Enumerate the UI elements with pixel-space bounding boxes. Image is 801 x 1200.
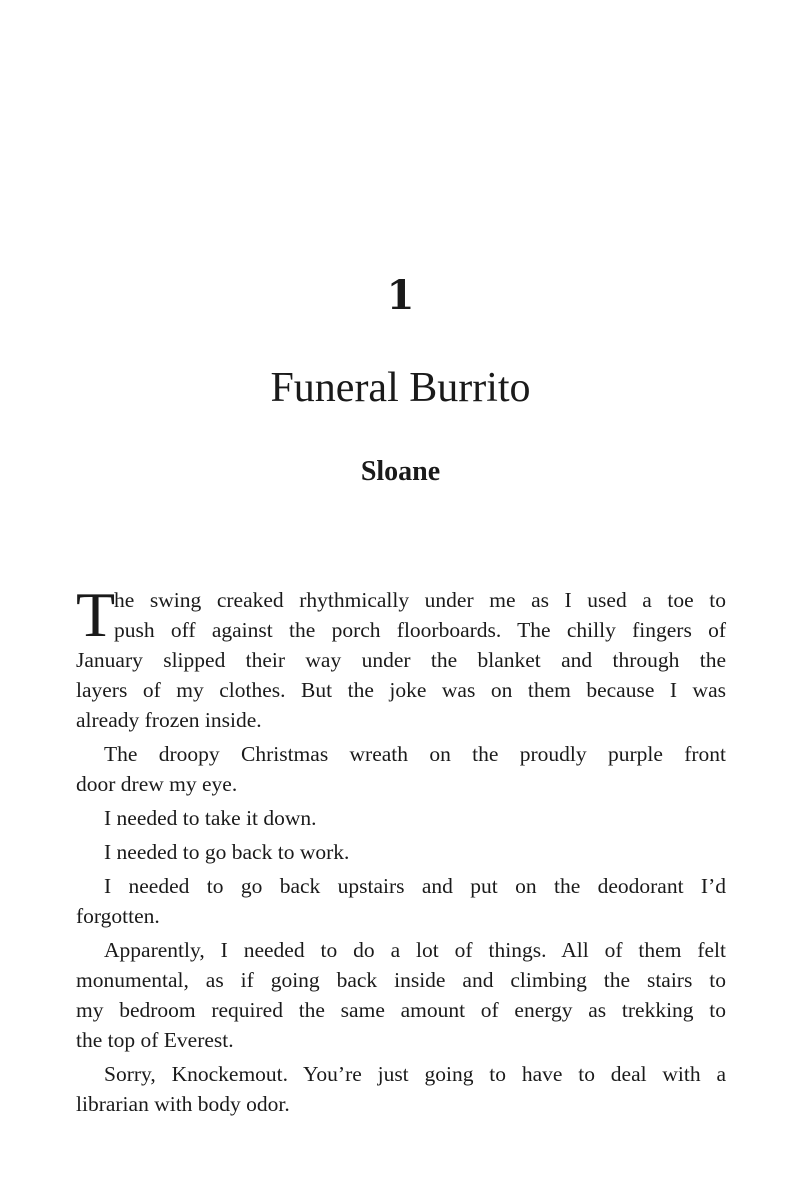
text-line: Sorry, Knockemout. You’re just going to have to deal with a	[104, 1062, 726, 1086]
text-line: push off against the porch floorboards. The chilly fingers of	[114, 618, 726, 642]
pov-character: Sloane	[360, 456, 441, 487]
text-line: Apparently, I needed to do a lot of things. All of them felt	[104, 938, 726, 962]
text-line: I needed to go back upstairs and put on the deodorant I’d	[104, 874, 726, 898]
paragraph	[76, 739, 726, 799]
paragraph	[76, 803, 726, 833]
text-line: already frozen inside.	[76, 708, 262, 732]
text-line: I needed to go back to work.	[104, 840, 350, 864]
text-line: The droopy Christmas wreath on the proudly purple front	[104, 742, 726, 766]
paragraph	[76, 1059, 726, 1119]
text-line: he swing creaked rhythmically under me as I used a toe to	[114, 588, 726, 612]
paragraph	[76, 935, 726, 1055]
text-line: January slipped their way under the blanket and through the	[76, 648, 726, 672]
paragraph	[76, 871, 726, 931]
text-line: forgotten.	[76, 904, 160, 928]
paragraph	[76, 837, 726, 867]
text-line: the top of Everest.	[76, 1028, 234, 1052]
text-line: librarian with body odor.	[76, 1092, 290, 1116]
text-line: my bedroom required the same amount of energy as trekking to	[76, 998, 726, 1022]
drop-cap: T	[76, 579, 116, 650]
text-line: layers of my clothes. But the joke was on them because I was	[76, 678, 726, 702]
chapter-title: Funeral Burrito	[270, 365, 531, 411]
text-line: monumental, as if going back inside and climbing the stairs to	[76, 968, 726, 992]
paragraph	[76, 579, 726, 735]
chapter-body	[76, 579, 726, 1123]
text-line: door drew my eye.	[76, 772, 238, 796]
text-line: I needed to take it down.	[104, 806, 317, 830]
chapter-number: 1	[386, 272, 415, 319]
